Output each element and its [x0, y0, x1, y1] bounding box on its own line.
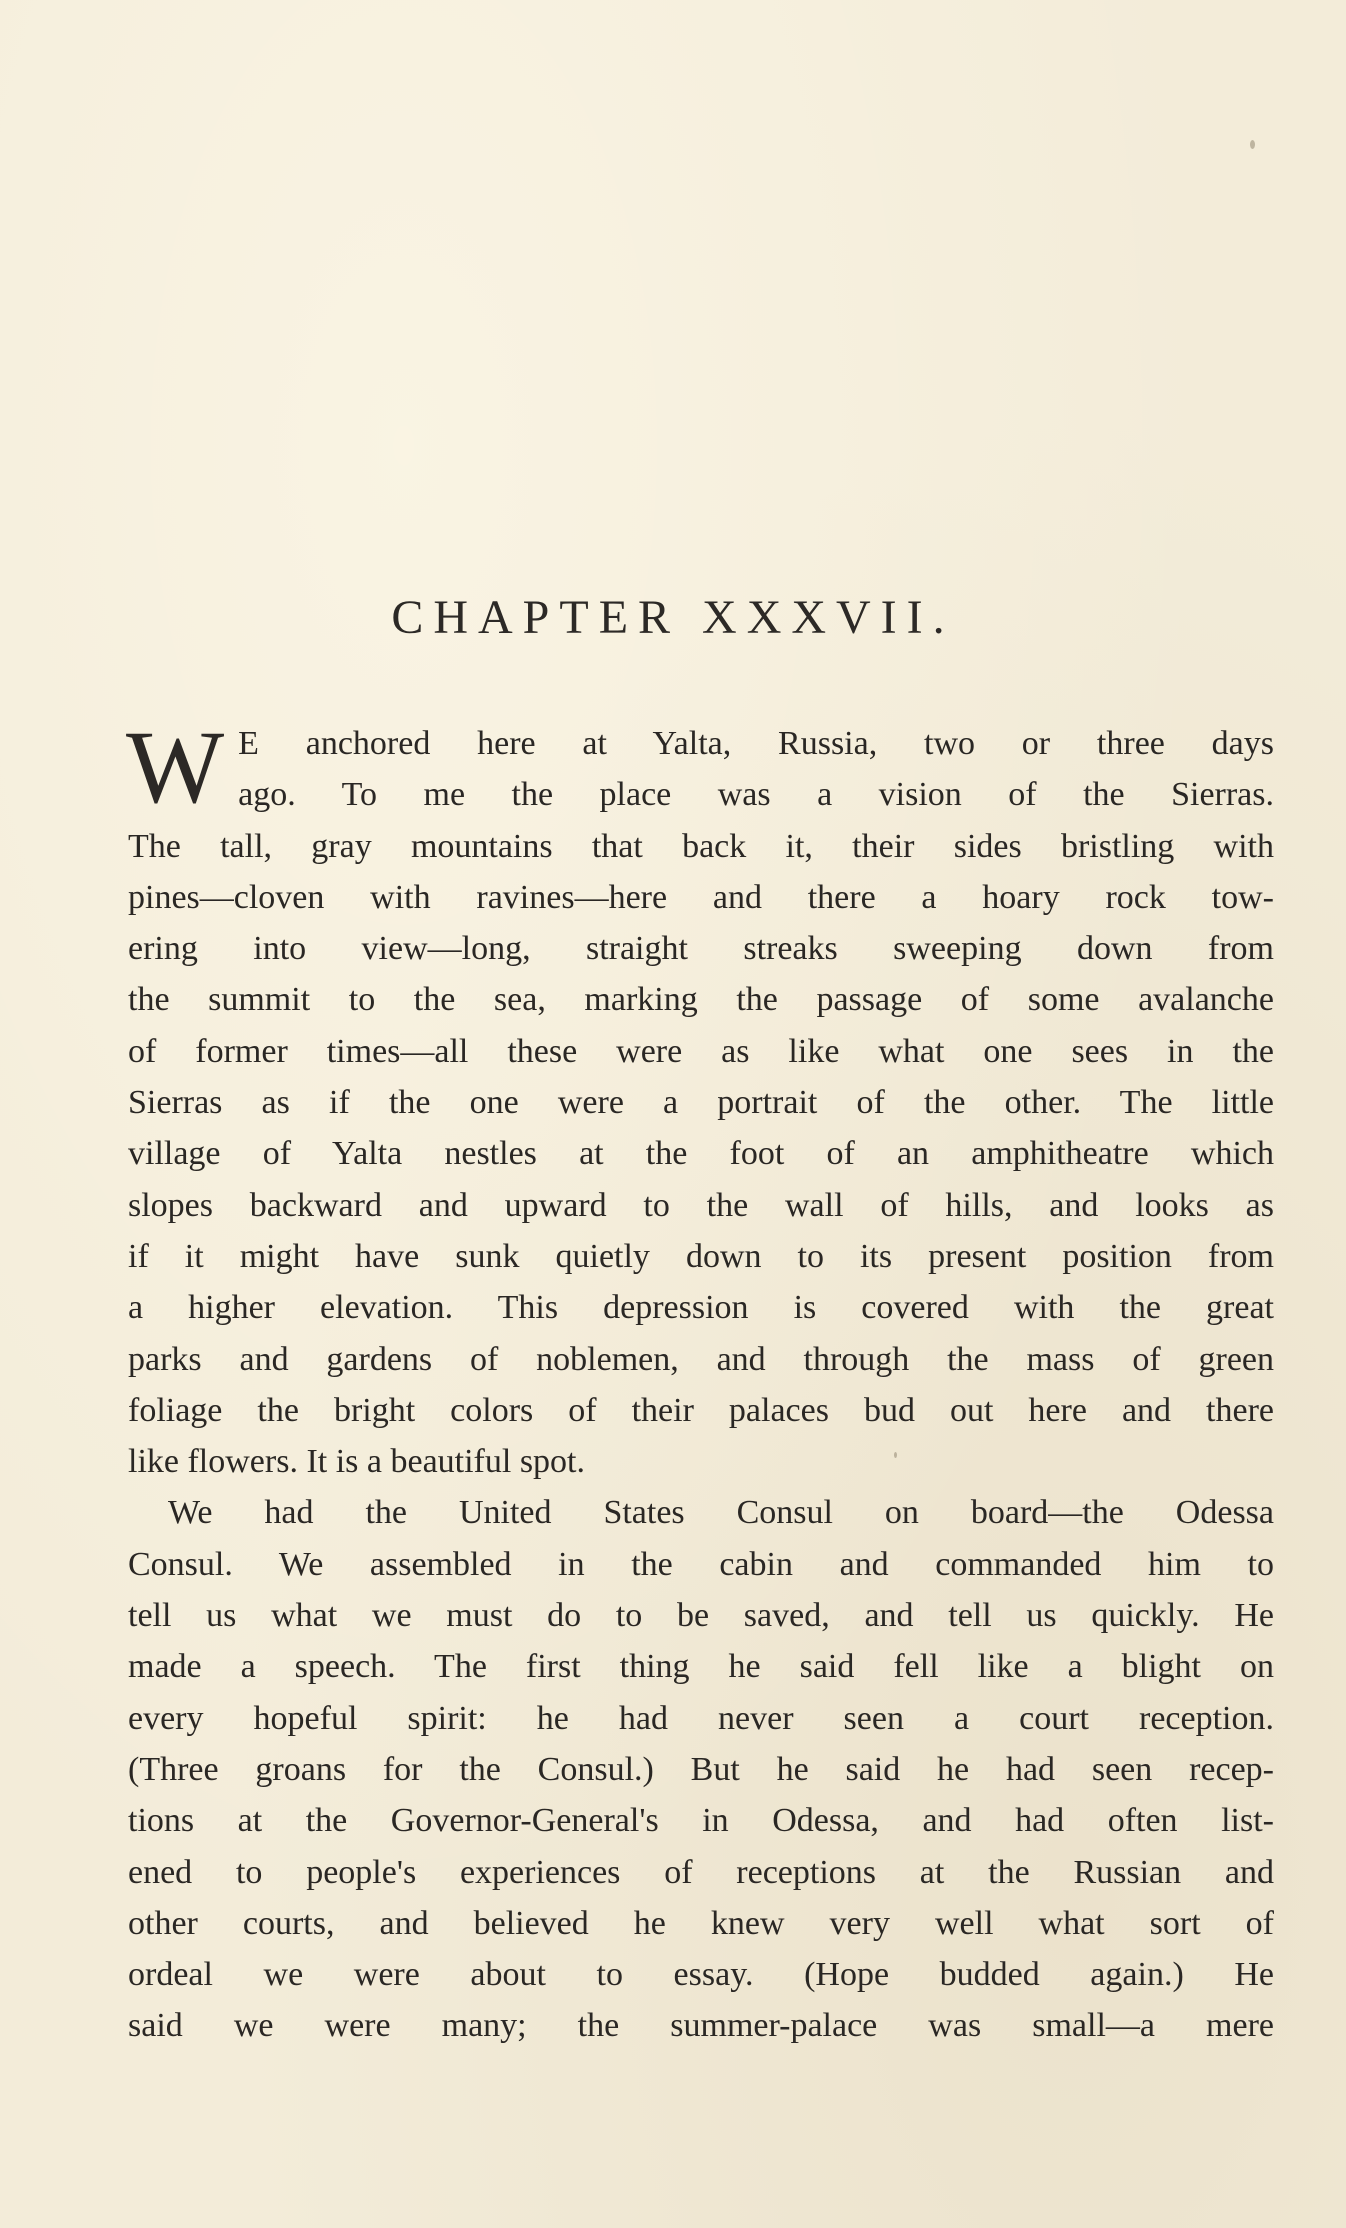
drop-cap: W	[126, 710, 225, 825]
text-line: parks and gardens of noblemen, and through the mass of green	[128, 1340, 1274, 1378]
text-line: Sierras as if the one were a portrait of the other. The little	[128, 1084, 1274, 1122]
text-line: a higher elevation. This depression is covered with the great	[128, 1289, 1274, 1327]
text-line: other courts, and believed he knew very well what sort of	[128, 1904, 1274, 1942]
text-line: like flowers. It is a beautiful spot.	[128, 1443, 586, 1481]
body-text	[126, 710, 1274, 2052]
text-line: tell us what we must do to be saved, and tell us quickly. He	[128, 1597, 1274, 1635]
text-line: slopes backward and upward to the wall of hills, and looks as	[128, 1186, 1274, 1224]
text-line: pines—cloven with ravines—here and there a hoary rock tow-	[128, 878, 1274, 916]
text-line: The tall, gray mountains that back it, their sides bristling with	[128, 827, 1274, 865]
text-line: if it might have sunk quietly down to its present position from	[128, 1237, 1274, 1275]
text-line: ering into view—long, straight streaks sweeping down from	[128, 930, 1274, 968]
text-line: Consul. We assembled in the cabin and commanded him to	[128, 1545, 1274, 1583]
text-line: made a speech. The first thing he said fell like a blight on	[128, 1648, 1274, 1686]
paper-speck	[1250, 140, 1255, 149]
text-line: foliage the bright colors of their palaces bud out here and there	[128, 1391, 1274, 1429]
text-line: said we were many; the summer-palace was small—a mere	[128, 2007, 1274, 2045]
text-line: of former times—all these were as like what one sees in the	[128, 1032, 1274, 1070]
paragraph-2	[128, 1487, 1274, 2051]
text-line: village of Yalta nestles at the foot of an amphitheatre which	[128, 1135, 1274, 1173]
text-line: the summit to the sea, marking the passage of some avalanche	[128, 981, 1274, 1019]
text-line: ordeal we were about to essay. (Hope budded again.) He	[128, 1956, 1274, 1994]
text-line: every hopeful spirit: he had never seen a court reception.	[128, 1699, 1274, 1737]
text-line: ened to people's experiences of receptions at the Russian and	[128, 1853, 1274, 1891]
text-line: E anchored here at Yalta, Russia, two or three days	[238, 725, 1274, 762]
text-line: ago. To me the place was a vision of the Sierras.	[238, 776, 1274, 814]
chapter-heading: CHAPTER XXXVII.	[391, 591, 955, 644]
text-line: tions at the Governor-General's in Odessa, and had often list-	[128, 1802, 1274, 1840]
text-line: (Three groans for the Consul.) But he said he had seen recep-	[128, 1750, 1274, 1788]
text-line: We had the United States Consul on board—the Odessa	[168, 1494, 1274, 1532]
paragraph-1	[126, 710, 1274, 1487]
